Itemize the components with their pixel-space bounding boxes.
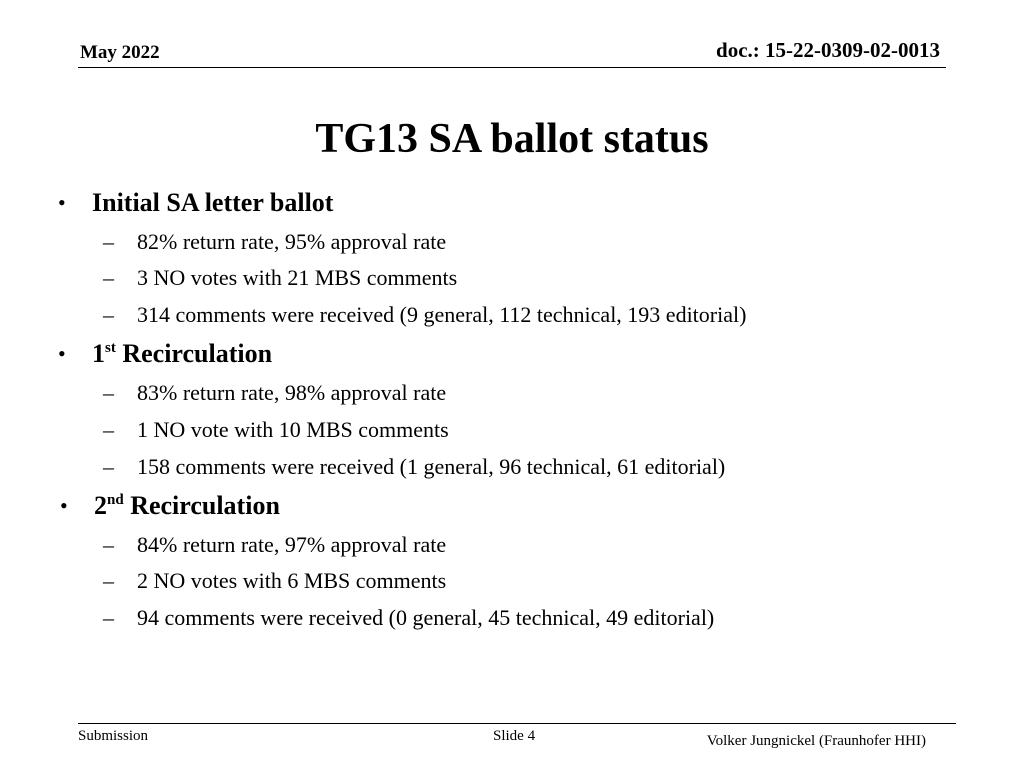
section-heading-2nd-recirculation — [60, 491, 280, 521]
list-item — [103, 532, 446, 558]
list-item — [103, 380, 446, 406]
list-item — [103, 605, 714, 631]
section-heading-initial-ballot — [58, 188, 334, 218]
section-heading-text: Recirculation — [115, 339, 273, 368]
list-item — [103, 417, 449, 443]
list-item-text: 3 NO votes with 21 MBS comments — [137, 265, 458, 290]
header-date: May 2022 — [80, 42, 160, 63]
bullet-icon: • — [58, 341, 66, 366]
list-item-text: 314 comments were received (9 general, 112 technical, 193 editorial) — [137, 302, 747, 327]
section-heading-text: Recirculation — [123, 491, 280, 520]
dash-icon: – — [103, 265, 114, 290]
list-item-text: 158 comments were received (1 general, 96 technical, 61 editorial) — [137, 454, 726, 479]
dash-icon: – — [103, 229, 114, 254]
list-item-text: 2 NO votes with 6 MBS comments — [137, 568, 447, 593]
list-item-text: 94 comments were received (0 general, 45 technical, 49 editorial) — [137, 605, 715, 630]
list-item-text: 1 NO vote with 10 MBS comments — [137, 417, 449, 442]
section-heading-ordinal: st — [105, 340, 116, 356]
list-item-text: 82% return rate, 95% approval rate — [137, 229, 447, 254]
dash-icon: – — [103, 302, 114, 327]
section-heading-ordinal: nd — [107, 492, 124, 508]
dash-icon: – — [103, 417, 114, 442]
dash-icon: – — [103, 568, 114, 593]
header-divider — [78, 67, 946, 68]
list-item — [103, 265, 457, 291]
footer-submission: Submission — [78, 728, 149, 744]
footer-divider — [78, 723, 956, 724]
list-item — [103, 454, 725, 480]
header-doc-number: doc.: 15-22-0309-02-0013 — [716, 38, 940, 62]
list-item-text: 84% return rate, 97% approval rate — [137, 532, 447, 557]
section-heading-1st-recirculation — [58, 339, 273, 369]
slide-title: TG13 SA ballot status — [315, 116, 709, 162]
bullet-icon: • — [58, 190, 66, 215]
list-item — [103, 229, 446, 255]
dash-icon: – — [103, 605, 114, 630]
bullet-icon: • — [60, 493, 68, 518]
dash-icon: – — [103, 380, 114, 405]
list-item — [103, 302, 746, 328]
footer-author: Volker Jungnickel (Fraunhofer HHI) — [706, 733, 926, 749]
section-heading-number: 1 — [92, 339, 105, 368]
footer-slide-number: Slide 4 — [493, 728, 536, 744]
section-heading-text: Initial SA letter ballot — [92, 188, 334, 217]
section-heading-number: 2 — [94, 491, 107, 520]
list-item-text: 83% return rate, 98% approval rate — [137, 380, 447, 405]
dash-icon: – — [103, 454, 114, 479]
dash-icon: – — [103, 532, 114, 557]
list-item — [103, 568, 446, 594]
